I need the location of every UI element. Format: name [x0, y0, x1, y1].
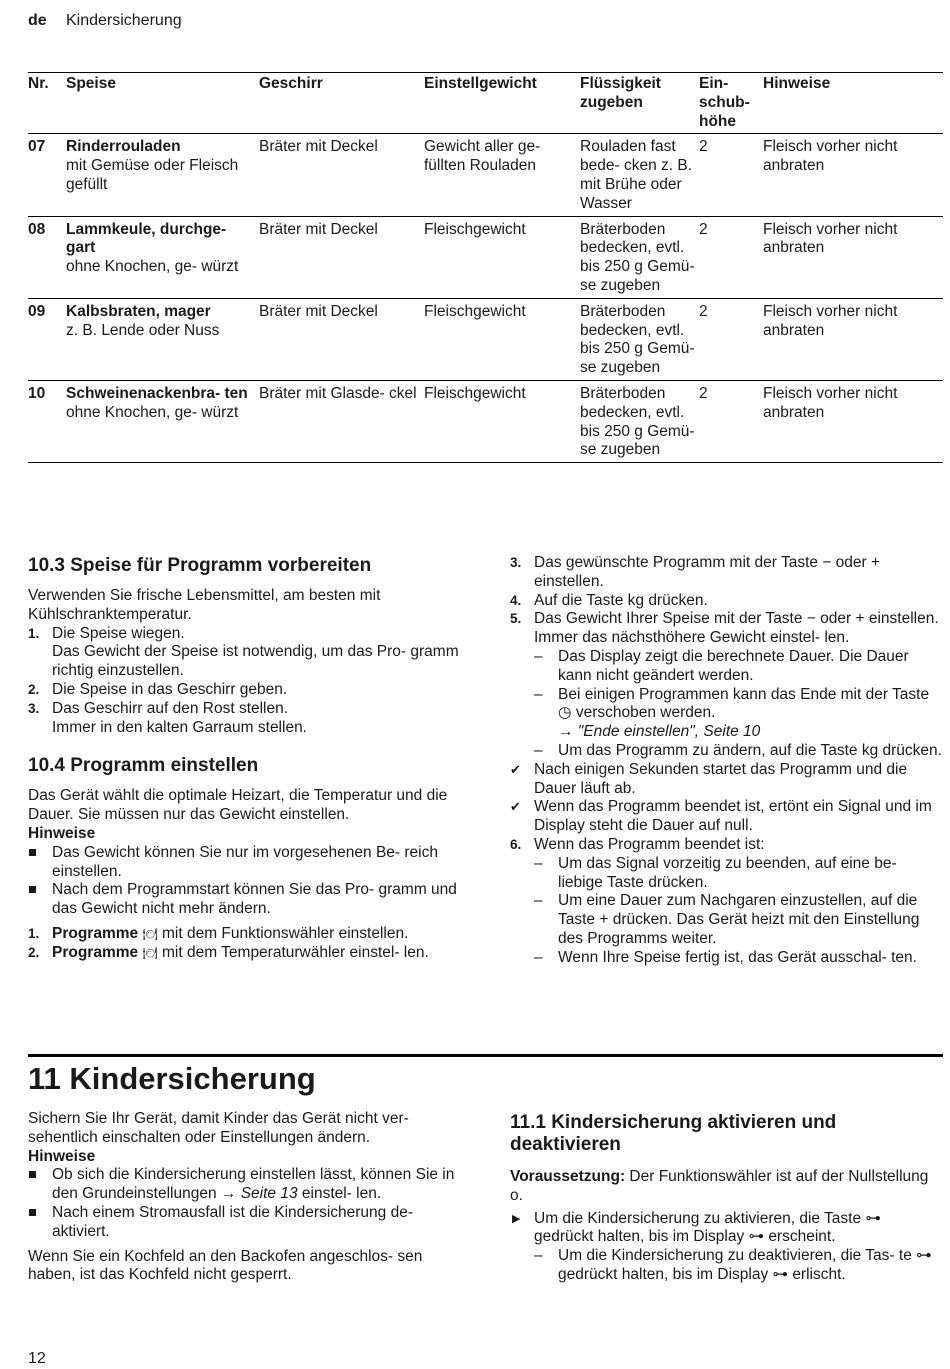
dash-icon: –: [534, 685, 543, 703]
list-item: [510, 592, 942, 611]
list-item: [28, 1166, 468, 1204]
right-column-steps: [510, 554, 942, 968]
cell-nr: 09: [28, 298, 66, 380]
speise-name: Rinderrouladen: [66, 138, 181, 156]
col-header-speise: Speise: [66, 73, 259, 134]
step-number: 1.: [28, 925, 40, 941]
speise-name: Lammkeule, durchge- gart: [66, 220, 227, 257]
step-note: Das Gewicht der Speise ist notwendig, um das Pro- gramm richtig einzustellen.: [52, 643, 459, 680]
dash-icon: –: [534, 948, 543, 966]
precondition-label: Voraussetzung:: [510, 1168, 626, 1185]
cell-geschirr: Bräter mit Glasde- ckel: [259, 380, 424, 462]
list-item: [28, 1204, 468, 1242]
language-code: de: [28, 12, 47, 29]
col-header-einstellgewicht: Einstellgewicht: [424, 73, 580, 134]
left-column-sections: [28, 555, 468, 963]
chapter-11-left: [28, 1110, 468, 1285]
list-item: [510, 1247, 942, 1285]
cell-geschirr: Bräter mit Deckel: [259, 298, 424, 380]
step-number: 1.: [28, 625, 40, 641]
list-item: [510, 836, 942, 855]
running-header-title: Kindersicherung: [66, 12, 182, 29]
table-row: [28, 216, 943, 298]
cell-speise: [66, 216, 259, 298]
table-header-row: [28, 73, 943, 134]
dash-icon: –: [534, 1247, 543, 1265]
list-item: [510, 798, 942, 836]
list-item: [510, 686, 942, 742]
bullet-square-icon: [29, 1209, 36, 1216]
chapter-11-intro: Sichern Sie Ihr Gerät, damit Kinder das Gerät nicht ver- sehentlich einschalten oder Einstellungen ändern.: [28, 1110, 409, 1146]
sub-text: Wenn Ihre Speise fertig ist, das Gerät ausschal- ten.: [558, 948, 917, 966]
list-item: [28, 844, 468, 882]
cell-hoehe: 2: [699, 298, 763, 380]
triangle-bullet-icon: ▶: [512, 1212, 521, 1225]
cell-geschirr: Bräter mit Deckel: [259, 216, 424, 298]
cell-gewicht: Fleischgewicht: [424, 216, 580, 298]
step-number: 5.: [510, 611, 522, 627]
list-item: [28, 944, 468, 963]
speise-name: Kalbsbraten, mager: [66, 302, 211, 320]
step-text: mit dem Temperaturwähler einstel- len.: [157, 943, 429, 961]
col-header-nr: Nr.: [28, 73, 66, 134]
step-number: 6.: [510, 836, 522, 852]
sub-text: Um die Kindersicherung zu deaktivieren, die Tas- te ⊶ gedrückt halten, bis im Display ⊶ erlischt.: [558, 1247, 932, 1283]
cell-hoehe: 2: [699, 380, 763, 462]
program-icon: 🍽: [142, 945, 158, 960]
cell-geschirr: Bräter mit Deckel: [259, 134, 424, 216]
section-11-1-heading: 11.1 Kindersicherung aktivieren und deaktivieren: [510, 1112, 837, 1155]
speise-detail: ohne Knochen, ge- würzt: [66, 258, 239, 276]
cell-fluessigkeit: Bräterboden bedecken, evtl. bis 250 g Gemü- se zugeben: [580, 380, 699, 462]
cell-hinweise: Fleisch vorher nicht anbraten: [763, 134, 943, 216]
precondition: [510, 1168, 942, 1206]
page-reference-link[interactable]: → "Ende einstellen", Seite 10: [558, 723, 761, 741]
step-text: mit dem Funktionswähler einstellen.: [157, 924, 409, 942]
section-11-1: [510, 1112, 942, 1285]
cell-gewicht: Fleischgewicht: [424, 380, 580, 462]
list-item: [28, 681, 468, 700]
table-row: [28, 380, 943, 462]
step-number: 2.: [28, 681, 40, 697]
cell-nr: 10: [28, 380, 66, 462]
sub-text: Um eine Dauer zum Nachgaren einzustellen, auf die Taste + drücken. Das Gerät heizt mit den Einstellung des Programms weiter.: [558, 892, 920, 947]
speise-name: Schweinenackenbra- ten: [66, 384, 248, 402]
cell-fluessigkeit: Bräterboden bedecken, evtl. bis 250 g Gemü- se zugeben: [580, 298, 699, 380]
step-bold-label: Programme: [52, 943, 139, 961]
step-text: Auf die Taste kg drücken.: [534, 591, 708, 609]
list-item: [510, 1210, 942, 1248]
step-number: 2.: [28, 944, 40, 960]
chapter-11-heading: 11 Kindersicherung: [28, 1061, 316, 1096]
list-item: [28, 700, 468, 738]
result-text: Nach einigen Sekunden startet das Programm und die Dauer läuft ab.: [534, 760, 908, 797]
cell-nr: 08: [28, 216, 66, 298]
step-text: Das Geschirr auf den Rost stellen.: [52, 699, 289, 717]
action-text: Um die Kindersicherung zu aktivieren, die Taste ⊶ gedrückt halten, bis im Display ⊶ erscheint.: [534, 1209, 881, 1246]
list-item: [510, 648, 942, 686]
cell-speise: [66, 134, 259, 216]
section-10-3-heading: 10.3 Speise für Programm vorbereiten: [28, 555, 372, 576]
bullet-square-icon: [29, 849, 36, 856]
cell-fluessigkeit: Rouladen fast bede- cken z. B. mit Brühe oder Wasser: [580, 134, 699, 216]
step-text: Wenn das Programm beendet ist:: [534, 835, 765, 853]
dash-icon: –: [534, 854, 543, 872]
list-item: [510, 742, 942, 761]
col-header-fluessigkeit: Flüssigkeit zugeben: [580, 73, 699, 134]
cell-hinweise: Fleisch vorher nicht anbraten: [763, 298, 943, 380]
page-number: 12: [28, 1350, 46, 1367]
bullet-text: Ob sich die Kindersicherung einstellen lässt, können Sie in den Grundeinstellungen: [52, 1166, 455, 1203]
cell-speise: [66, 298, 259, 380]
chapter-divider: [28, 1054, 943, 1057]
checkmark-icon: ✔: [510, 799, 521, 815]
sub-text: Das Display zeigt die berechnete Dauer. Die Dauer kann nicht geändert werden.: [558, 647, 909, 684]
speise-detail: mit Gemüse oder Fleisch gefüllt: [66, 157, 239, 193]
bullet-text: einstel- len.: [297, 1185, 382, 1203]
cell-gewicht: Gewicht aller ge- füllten Rouladen: [424, 134, 580, 216]
step-bold-label: Programme: [52, 924, 139, 942]
list-item: [28, 925, 468, 944]
cell-hinweise: Fleisch vorher nicht anbraten: [763, 216, 943, 298]
program-icon: 🍽: [142, 926, 158, 941]
bullet-text: Das Gewicht können Sie nur im vorgesehenen Be- reich einstellen.: [52, 843, 438, 880]
list-item: [28, 881, 468, 919]
list-item: [510, 892, 942, 948]
chapter-11-outro: Wenn Sie ein Kochfeld an den Backofen angeschlos- sen haben, ist das Kochfeld nicht gesperrt.: [28, 1247, 423, 1284]
step-text: Das gewünschte Programm mit der Taste − oder + einstellen.: [534, 554, 881, 590]
col-header-einschubhoehe: Ein- schub- höhe: [699, 73, 763, 134]
table-row: [28, 298, 943, 380]
step-number: 3.: [28, 700, 40, 716]
list-item: [510, 761, 942, 799]
page-reference-link[interactable]: → Seite 13: [220, 1185, 298, 1203]
speise-detail: ohne Knochen, ge- würzt: [66, 403, 239, 421]
section-10-3-intro: Verwenden Sie frische Lebensmittel, am besten mit Kühlschranktemperatur.: [28, 587, 381, 623]
cell-nr: 07: [28, 134, 66, 216]
dash-icon: –: [534, 892, 543, 910]
hinweise-label: Hinweise: [28, 824, 96, 842]
precondition-text: Der Funktionswähler ist auf der Nullstellung o.: [510, 1168, 929, 1204]
col-header-geschirr: Geschirr: [259, 73, 424, 134]
cell-hinweise: Fleisch vorher nicht anbraten: [763, 380, 943, 462]
program-table: [28, 72, 943, 463]
step-note: Immer in den kalten Garraum stellen.: [52, 718, 307, 736]
dash-icon: –: [534, 647, 543, 665]
dash-icon: –: [534, 741, 543, 759]
bullet-square-icon: [29, 1171, 36, 1178]
result-text: Wenn das Programm beendet ist, ertönt ein Signal und im Display steht die Dauer auf null.: [534, 798, 932, 835]
sub-text: Bei einigen Programmen kann das Ende mit der Taste ◷ verschoben werden.: [558, 685, 930, 722]
list-item: [510, 610, 942, 648]
list-item: [510, 554, 942, 592]
cell-fluessigkeit: Bräterboden bedecken, evtl. bis 250 g Gemü- se zugeben: [580, 216, 699, 298]
section-10-4-heading: 10.4 Programm einstellen: [28, 755, 259, 777]
step-text: Das Gewicht Ihrer Speise mit der Taste − oder + einstellen. Immer das nächsthöhere Gewicht einstel- len.: [534, 610, 939, 647]
cell-hoehe: 2: [699, 134, 763, 216]
col-header-hinweise: Hinweise: [763, 73, 943, 134]
sub-text: Um das Programm zu ändern, auf die Taste kg drücken.: [558, 741, 942, 759]
list-item: [28, 625, 468, 681]
step-number: 3.: [510, 555, 522, 570]
sub-text: Um das Signal vorzeitig zu beenden, auf eine be- liebige Taste drücken.: [558, 854, 897, 891]
cell-gewicht: Fleischgewicht: [424, 298, 580, 380]
cell-speise: [66, 380, 259, 462]
bullet-text: Nach dem Programmstart können Sie das Pro- gramm und das Gewicht nicht mehr ändern.: [52, 881, 457, 918]
hinweise-label: Hinweise: [28, 1147, 96, 1165]
checkmark-icon: ✔: [510, 761, 521, 777]
speise-detail: z. B. Lende oder Nuss: [66, 321, 220, 339]
bullet-text: Nach einem Stromausfall ist die Kindersicherung de- aktiviert.: [52, 1203, 413, 1240]
list-item: [510, 855, 942, 893]
table-row: [28, 134, 943, 216]
section-10-4-intro: Das Gerät wählt die optimale Heizart, die Temperatur und die Dauer. Sie müssen nur das Gewicht einstellen.: [28, 787, 448, 824]
step-text: Die Speise wiegen.: [52, 624, 185, 642]
list-item: [510, 949, 942, 968]
bullet-square-icon: [29, 886, 36, 893]
step-text: Die Speise in das Geschirr geben.: [52, 680, 288, 698]
cell-hoehe: 2: [699, 216, 763, 298]
step-number: 4.: [510, 592, 522, 608]
